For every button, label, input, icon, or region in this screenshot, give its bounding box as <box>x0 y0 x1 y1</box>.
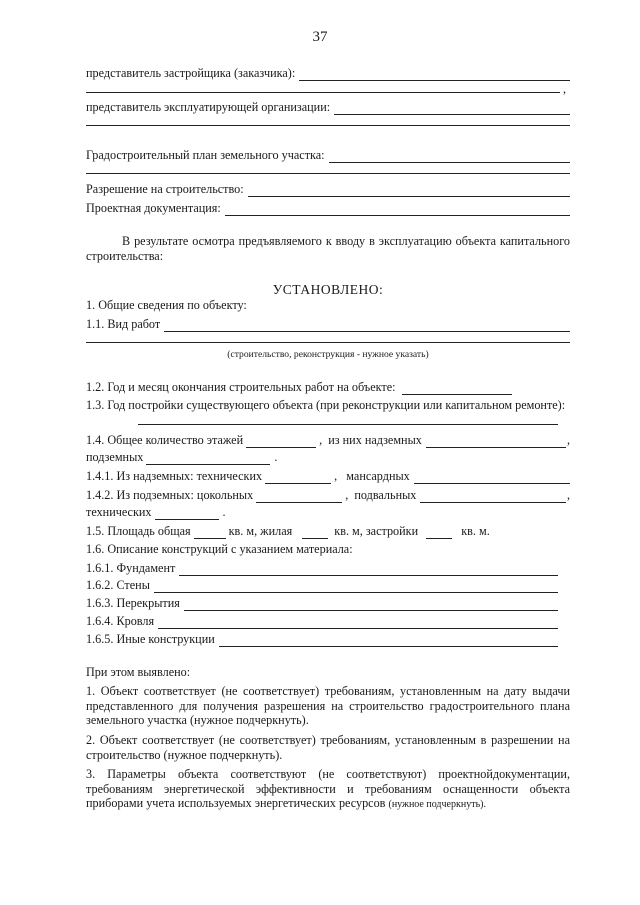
developer-rep-field-2[interactable] <box>86 92 560 93</box>
underground-label: подземных <box>86 450 144 464</box>
developer-rep-field[interactable] <box>299 69 570 81</box>
other-constructions-label: 1.6.5. Иные конструкции <box>86 632 215 646</box>
foundation-line <box>86 561 558 576</box>
completion-date-line <box>86 380 570 395</box>
operator-rep-field[interactable] <box>334 103 570 115</box>
operator-rep-label: представитель эксплуатирующей организации: <box>86 100 331 114</box>
operator-rep-line <box>86 100 570 115</box>
work-type-field-2[interactable] <box>86 342 570 343</box>
under-technical-field[interactable] <box>155 508 219 520</box>
above-technical-field[interactable] <box>265 472 331 484</box>
work-type-label: 1.1. Вид работ <box>86 317 161 331</box>
completion-date-field[interactable] <box>402 383 512 395</box>
walls-line <box>86 578 558 593</box>
finding-3-text: 3. Параметры объекта соответствуют (не соответствуют) проектнойдокументации, требованиям энергетической эффективности и требованиям оснащенности объекта приборами учета используемых энергетических ресурсов <box>86 767 570 810</box>
gpzu-field-2[interactable] <box>86 173 570 174</box>
finding-2: 2. Объект соответствует (не соответствует) требованиям, установленным в разрешении на строительство (нужное подчеркнуть). <box>86 733 570 762</box>
work-type-field[interactable] <box>164 320 570 332</box>
gpzu-field[interactable] <box>329 151 570 163</box>
gpzu-line <box>86 148 570 163</box>
gpzu-label: Градостроительный план земельного участка: <box>86 148 325 162</box>
developer-rep-label: представитель застройщика (заказчика): <box>86 66 296 80</box>
area-building-field[interactable] <box>426 527 452 539</box>
document-page: 37 представитель застройщика (заказчика): , представитель эксплуатирующей организации: Градостроительный план земельного участка: Разрешение на строительство: Проектная документация: В результате осмотра предъявляемого к вводу в эксплуатацию объекта капитального строительства: УСТАНОВЛЕНО: 1. Общие сведения по объекту: 1.1. Вид работ (строительство, реконструкция - нужное указать) 1.2. Год и месяц окончания строительных работ на объекте: 1.3. Год постройки существующего объекта (при реконструкции или капитальном ремонте): 1.4. Общее количество этажей , из них надземных , подземных . 1.4.1. Из надземных: технических , мансардных 1.4.2. Из подземных: цокольных , подвальных , технических . 1.5. Площадь общая кв. м, жилая кв. м, застройки кв. м. 1.6. Описание конструкций с указанием материала: 1.6.1. Фундамент 1.6.2. Стены 1.6.3. Перекрытия 1.6.4. Кровля 1.6.5. Иные конструкции При этом выявлено: 1. Объект соответствует (не соответствует) требованиям, установленным на дату выдачи представленного для получения разрешения на строительство градостроительного плана земельного участка (нужное подчеркнуть). 2. Объект соответствует (не соответствует) требованиям, установленным в разрешении на строительство (нужное подчеркнуть). 3. Параметры объекта соответствуют (не соответствуют) проектнойдокументации, требованиям энергетической эффективности и требованиям оснащенности объекта приборами учета используемых энергетических ресурсов (нужное подчеркнуть). <box>0 0 640 905</box>
area-living-field[interactable] <box>302 527 328 539</box>
under-basement-line: 1.4.2. Из подземных: цокольных , подвальных , <box>86 488 570 502</box>
basement-field[interactable] <box>420 491 566 503</box>
general-info-label: 1. Общие сведения по объекту: <box>86 298 247 312</box>
floors-line: 1.4. Общее количество этажей , из них надземных , <box>86 433 570 447</box>
constructions-label: 1.6. Описание конструкций с указанием материала: <box>86 542 353 556</box>
area-building-label: кв. м, застройки <box>334 524 419 538</box>
floors-slab-label: 1.6.3. Перекрытия <box>86 596 180 610</box>
area-total-label: 1.5. Площадь общая <box>86 524 191 538</box>
roof-field[interactable] <box>158 617 558 629</box>
floors-field[interactable] <box>246 436 316 448</box>
other-constructions-field[interactable] <box>219 635 558 647</box>
roof-line <box>86 614 558 629</box>
plinth-label: 1.4.2. Из подземных: цокольных <box>86 488 254 502</box>
basement-label: подвальных <box>354 488 417 502</box>
project-docs-line <box>86 201 570 216</box>
underground-field[interactable] <box>146 453 270 465</box>
build-year-label: 1.3. Год постройки существующего объекта (при реконструкции или капитальном ремонте): <box>86 398 566 412</box>
permit-line <box>86 182 570 197</box>
floors-slab-field[interactable] <box>184 599 558 611</box>
finding-3 <box>86 767 570 813</box>
section-heading: УСТАНОВЛЕНО: <box>272 282 384 297</box>
found-line <box>86 665 570 680</box>
work-type-line <box>86 317 570 332</box>
permit-field[interactable] <box>248 185 570 197</box>
above-ground-label: из них надземных <box>328 433 422 447</box>
area-unit-label: кв. м. <box>461 524 490 538</box>
page-number: 37 <box>312 29 328 45</box>
underground-line: подземных . <box>86 450 278 464</box>
area-living-label: кв. м, жилая <box>228 524 293 538</box>
constructions-line <box>86 542 570 557</box>
roof-label: 1.6.4. Кровля <box>86 614 155 628</box>
under-technical-label: технических <box>86 505 152 519</box>
above-technical-line: 1.4.1. Из надземных: технических , мансардных <box>86 469 570 484</box>
developer-rep-line <box>86 66 570 81</box>
other-constructions-line <box>86 632 558 647</box>
operator-rep-field-2[interactable] <box>86 125 570 126</box>
intro-paragraph: В результате осмотра предъявляемого к вводу в эксплуатацию объекта капитального строительства: <box>86 234 570 263</box>
project-docs-label: Проектная документация: <box>86 201 221 215</box>
plinth-field[interactable] <box>256 491 342 503</box>
area-total-field[interactable] <box>194 527 226 539</box>
walls-label: 1.6.2. Стены <box>86 578 150 592</box>
floors-slab-line <box>86 596 558 611</box>
foundation-field[interactable] <box>179 564 558 576</box>
floors-label: 1.4. Общее количество этажей <box>86 433 244 447</box>
general-info-line <box>86 298 570 313</box>
finding-1: 1. Объект соответствует (не соответствует) требованиям, установленным на дату выдачи представленного для получения разрешения на строительство градостроительного плана земельного участка (нужное подчеркнуть). <box>86 684 570 727</box>
project-docs-field[interactable] <box>225 204 570 216</box>
attic-label: мансардных <box>346 469 410 483</box>
area-line <box>86 524 570 539</box>
found-label: При этом выявлено: <box>86 665 191 679</box>
permit-label: Разрешение на строительство: <box>86 182 244 196</box>
build-year-field[interactable] <box>138 424 558 425</box>
completion-date-label: 1.2. Год и месяц окончания строительных работ на объекте: <box>86 380 396 394</box>
attic-field[interactable] <box>414 472 570 484</box>
build-year-paragraph <box>86 398 570 413</box>
foundation-label: 1.6.1. Фундамент <box>86 561 176 575</box>
above-technical-label: 1.4.1. Из надземных: технических <box>86 469 263 483</box>
finding-3-note: (нужное подчеркнуть). <box>388 799 486 810</box>
under-technical-line: технических . <box>86 505 226 519</box>
work-type-caption: (строительство, реконструкция - нужное указать) <box>227 349 429 360</box>
above-ground-field[interactable] <box>426 436 566 448</box>
walls-field[interactable] <box>154 581 558 593</box>
